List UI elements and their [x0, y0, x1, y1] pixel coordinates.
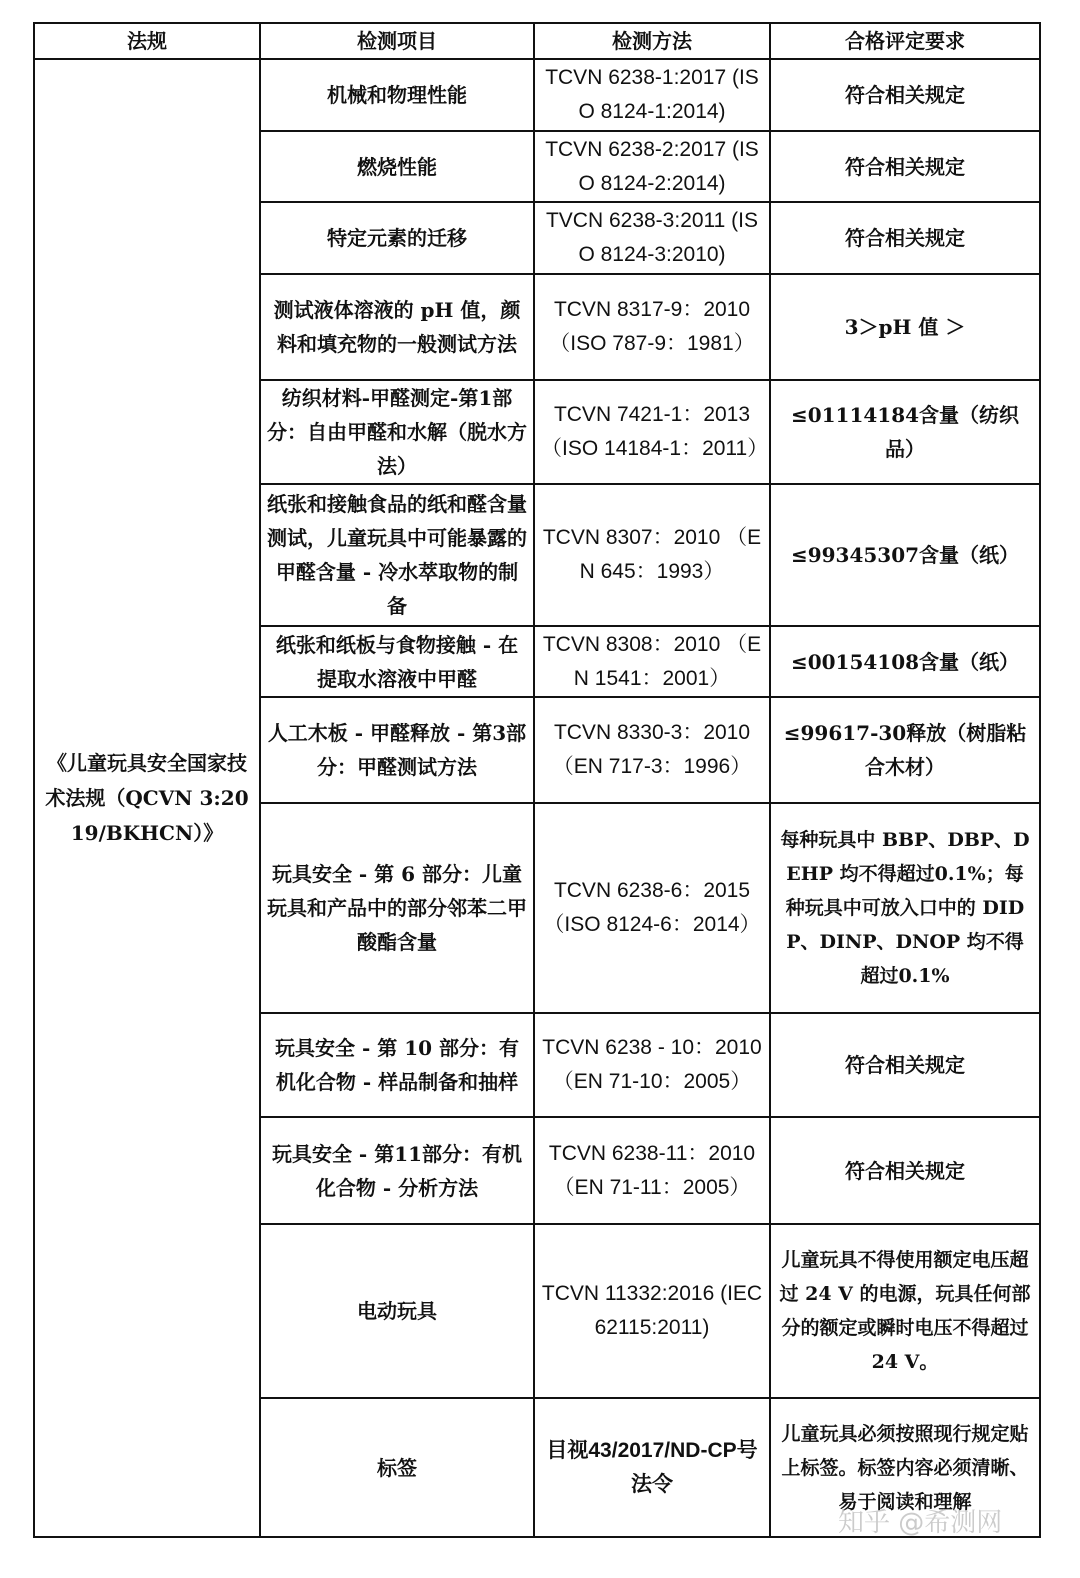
test-item-cell: 特定元素的迁移: [260, 202, 534, 274]
regulation-name-cell: 《儿童玩具安全国家技术法规（QCVN 3:2019/BKHCN）》: [34, 59, 260, 1537]
test-item-cell: 玩具安全 - 第 6 部分：儿童玩具和产品中的部分邻苯二甲酸酯含量: [260, 803, 534, 1013]
requirement-cell: ≤00154108含量（纸）: [770, 626, 1040, 697]
test-item-cell: 标签: [260, 1398, 534, 1537]
test-method-cell: 目视43/2017/ND-CP号法令: [534, 1398, 770, 1537]
test-method-cell: TCVN 6238-11：2010（EN 71-11：2005）: [534, 1117, 770, 1224]
regulation-table: [33, 22, 1041, 1538]
requirement-cell: 儿童玩具必须按照现行规定贴上标签。标签内容必须清晰、易于阅读和理解: [770, 1398, 1040, 1537]
test-method-cell: TCVN 8308：2010 （EN 1541：2001）: [534, 626, 770, 697]
requirement-cell: ≤99345307含量（纸）: [770, 484, 1040, 626]
requirement-cell: ≤99617-30释放（树脂粘合木材）: [770, 697, 1040, 803]
requirement-cell: 每种玩具中 BBP、DBP、DEHP 均不得超过0.1%；每种玩具中可放入口中的 DIDP、DINP、DNOP 均不得超过0.1%: [770, 803, 1040, 1013]
requirement-cell: 符合相关规定: [770, 59, 1040, 131]
requirement-cell: ≤01114184含量（纺织品）: [770, 380, 1040, 484]
table-row: [34, 59, 1040, 131]
test-item-cell: 纺织材料-甲醛测定-第1部分：自由甲醛和水解（脱水方法）: [260, 380, 534, 484]
regulation-table-sheet: [33, 22, 1039, 1532]
requirement-cell: 符合相关规定: [770, 1013, 1040, 1117]
test-method-cell: TCVN 7421-1：2013（ISO 14184-1：2011）: [534, 380, 770, 484]
requirement-cell: 儿童玩具不得使用额定电压超过 24 V 的电源，玩具任何部分的额定或瞬时电压不得超过 24 V。: [770, 1224, 1040, 1398]
requirement-cell: 符合相关规定: [770, 131, 1040, 202]
test-method-cell: TCVN 8330-3：2010（EN 717-3：1996）: [534, 697, 770, 803]
test-method-cell: TCVN 6238-2:2017 (ISO 8124-2:2014): [534, 131, 770, 202]
test-item-cell: 纸张和接触食品的纸和醛含量测试，儿童玩具中可能暴露的甲醛含量 - 冷水萃取物的制备: [260, 484, 534, 626]
watermark: 知乎 @希测网: [838, 1508, 1003, 1538]
header-test-method: 检测方法: [534, 23, 770, 59]
test-method-cell: TCVN 6238 - 10：2010 （EN 71-10：2005）: [534, 1013, 770, 1117]
test-method-cell: TCVN 11332:2016 (IEC 62115:2011): [534, 1224, 770, 1398]
test-item-cell: 玩具安全 - 第11部分：有机化合物 - 分析方法: [260, 1117, 534, 1224]
test-item-cell: 测试液体溶液的 pH 值，颜料和填充物的一般测试方法: [260, 274, 534, 380]
header-test-item: 检测项目: [260, 23, 534, 59]
test-item-cell: 燃烧性能: [260, 131, 534, 202]
requirement-cell: 符合相关规定: [770, 202, 1040, 274]
requirement-cell: 符合相关规定: [770, 1117, 1040, 1224]
table-header-row: [34, 23, 1040, 59]
requirement-cell: 3＞pH 值 ＞: [770, 274, 1040, 380]
test-method-cell: TCVN 8307：2010 （EN 645：1993）: [534, 484, 770, 626]
test-item-cell: 玩具安全 - 第 10 部分：有机化合物 - 样品制备和抽样: [260, 1013, 534, 1117]
header-requirement: 合格评定要求: [770, 23, 1040, 59]
test-method-cell: TVCN 6238-3:2011 (ISO 8124-3:2010): [534, 202, 770, 274]
test-item-cell: 人工木板 - 甲醛释放 - 第3部分：甲醛测试方法: [260, 697, 534, 803]
test-method-cell: TCVN 8317-9：2010 （ISO 787-9：1981）: [534, 274, 770, 380]
test-item-cell: 纸张和纸板与食物接触 - 在提取水溶液中甲醛: [260, 626, 534, 697]
header-regulation: 法规: [34, 23, 260, 59]
test-method-cell: TCVN 6238-1:2017 (ISO 8124-1:2014): [534, 59, 770, 131]
test-item-cell: 电动玩具: [260, 1224, 534, 1398]
test-method-cell: TCVN 6238-6：2015 （ISO 8124-6：2014）: [534, 803, 770, 1013]
test-item-cell: 机械和物理性能: [260, 59, 534, 131]
